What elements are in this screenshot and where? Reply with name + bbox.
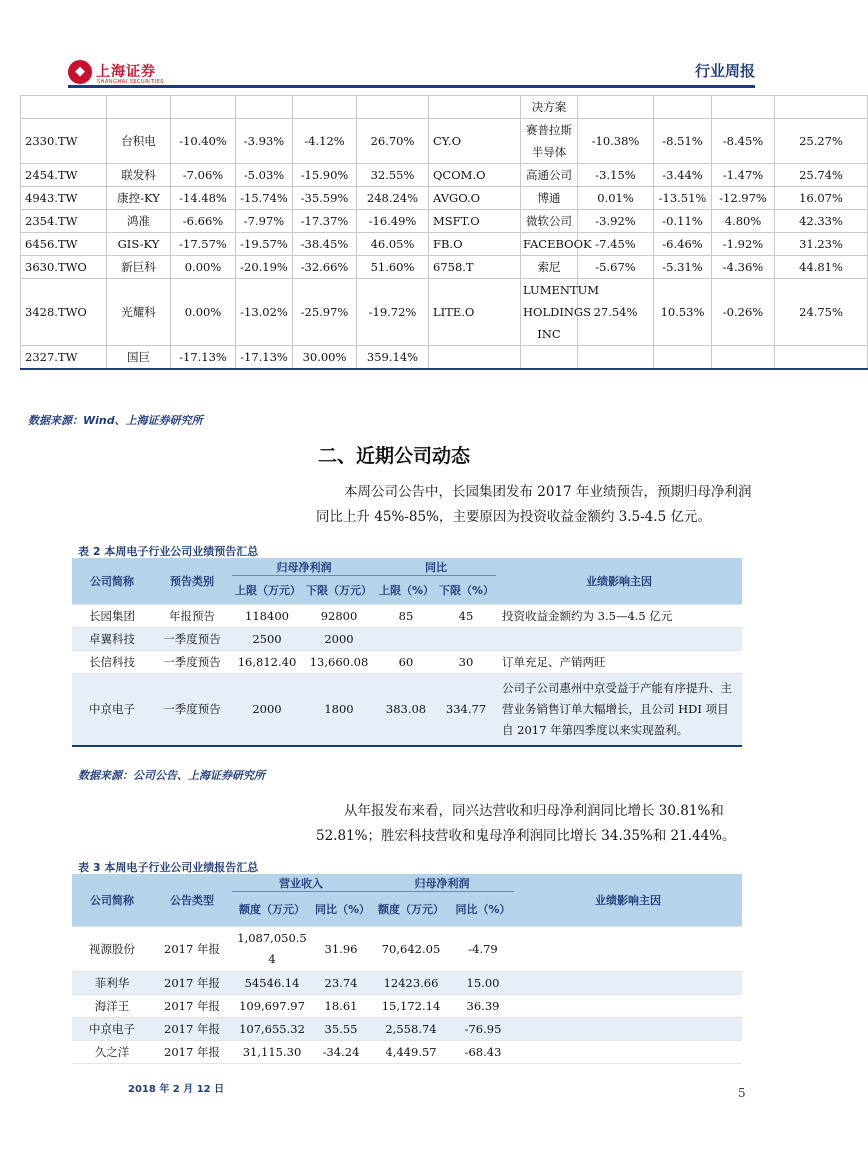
value4-cell: -16.49% [357,210,429,233]
table2-caption: 表 2 本周电子行业公司业绩预告汇总 [78,545,259,558]
yoy-upper-cell [376,628,436,651]
value3-cell [293,96,357,119]
value8-cell [775,96,868,119]
company-name-cell: 中京电子 [72,1018,152,1041]
value1-cell: 0.00% [171,256,236,279]
table-row [72,674,742,747]
code-b-cell [429,96,521,119]
net-profit-cell: 2,558.74 [370,1018,452,1041]
name-a-cell [107,96,171,119]
code-a-cell: 6456.TW [21,233,107,256]
value6-cell [654,346,712,370]
value4-cell: 32.55% [357,164,429,187]
value7-cell: -12.97% [712,187,775,210]
reason-cell [514,1018,742,1041]
forecast-type-cell: 一季度预告 [152,674,232,747]
value1-cell: -10.40% [171,119,236,164]
value7-cell: -4.36% [712,256,775,279]
profit-lower-cell: 92800 [302,605,376,628]
profit-upper-cell: 16,812.40 [232,651,302,674]
company-logo [68,60,168,88]
value4-cell: -19.72% [357,279,429,346]
logo-mark-icon: ◆ [68,60,92,84]
yoy-lower-cell: 334.77 [436,674,496,747]
name-b-cell: 微软公司 [521,210,578,233]
name-a-cell: GIS-KY [107,233,171,256]
net-profit-cell: 12423.66 [370,972,452,995]
t3-header-name: 公司简称 [72,874,152,927]
value6-cell: -3.44% [654,164,712,187]
value8-cell: 24.75% [775,279,868,346]
table-row [72,651,742,674]
value6-cell: -8.51% [654,119,712,164]
report-type-cell: 2017 年报 [152,972,232,995]
net-profit-cell: 70,642.05 [370,927,452,972]
value6-cell: 10.53% [654,279,712,346]
t3-header-yoy2: 同比（%） [452,892,514,927]
table3-caption: 表 3 本周电子行业公司业绩报告汇总 [78,861,259,874]
t3-header-amount2: 额度（万元） [370,892,452,927]
value1-cell [171,96,236,119]
value7-cell: 4.80% [712,210,775,233]
t2-header-yoy-group: 同比 [376,558,496,576]
paragraph-annual-reports [316,799,756,849]
t2-header-type: 预告类别 [152,558,232,605]
value3-cell: -4.12% [293,119,357,164]
name-a-cell: 光耀科 [107,279,171,346]
company-name-cell: 视源股份 [72,927,152,972]
net-profit-yoy-cell: -68.43 [452,1041,514,1064]
revenue-cell: 1,087,050.54 [232,927,312,972]
value5-cell: -7.45% [578,233,654,256]
value7-cell [712,346,775,370]
table-row [72,628,742,651]
table-row [21,187,868,210]
net-profit-yoy-cell: 36.39 [452,995,514,1018]
revenue-yoy-cell: 35.55 [312,1018,370,1041]
value2-cell: -17.13% [236,346,293,370]
revenue-cell: 109,697.97 [232,995,312,1018]
value4-cell: 248.24% [357,187,429,210]
t3-header-amount1: 额度（万元） [232,892,312,927]
revenue-cell: 54546.14 [232,972,312,995]
value2-cell: -5.03% [236,164,293,187]
yoy-upper-cell: 383.08 [376,674,436,747]
paragraph1-text: 本周公司公告中，长园集团发布 2017 年业绩预告，预期归母净利润同比上升 45%-85%，主要原因为投资收益金额约 3.5-4.5 亿元。 [316,484,752,525]
yoy-lower-cell: 30 [436,651,496,674]
value8-cell: 16.07% [775,187,868,210]
t3-header-reason: 业绩影响主因 [514,874,742,927]
name-b-cell [521,346,578,370]
t3-header-profit-group: 归母净利润 [370,874,514,892]
code-a-cell: 2454.TW [21,164,107,187]
name-b-cell: 博通 [521,187,578,210]
table-row [72,927,742,972]
reason-cell [496,628,742,651]
value5-cell: -3.15% [578,164,654,187]
forecast-type-cell: 一季度预告 [152,628,232,651]
value7-cell: -0.26% [712,279,775,346]
value7-cell: -1.47% [712,164,775,187]
value3-cell: -32.66% [293,256,357,279]
name-b-cell: LUMENTUM HOLDINGS INC [521,279,578,346]
table-row [72,1041,742,1064]
code-b-cell [429,346,521,370]
paragraph-earnings-forecast [316,480,756,530]
value4-cell [357,96,429,119]
value6-cell: -13.51% [654,187,712,210]
value1-cell: 0.00% [171,279,236,346]
t2-header-name: 公司简称 [72,558,152,605]
table-row [72,605,742,628]
code-b-cell: MSFT.O [429,210,521,233]
value6-cell: -0.11% [654,210,712,233]
name-a-cell: 联发科 [107,164,171,187]
value4-cell: 46.05% [357,233,429,256]
value8-cell: 42.33% [775,210,868,233]
company-name-cell: 卓翼科技 [72,628,152,651]
company-name-cell: 菲利华 [72,972,152,995]
value6-cell [654,96,712,119]
name-b-cell: FACEBOOK [521,233,578,256]
name-b-cell: 决方案 [521,96,578,119]
name-b-cell: 高通公司 [521,164,578,187]
table-row [21,233,868,256]
table-row [72,972,742,995]
code-b-cell: 6758.T [429,256,521,279]
revenue-yoy-cell: 23.74 [312,972,370,995]
value1-cell: -6.66% [171,210,236,233]
value3-cell: -38.45% [293,233,357,256]
yoy-upper-cell: 60 [376,651,436,674]
value5-cell: -3.92% [578,210,654,233]
code-b-cell: CY.O [429,119,521,164]
paragraph2-text: 从年报发布来看，同兴达营收和归母净利润同比增长 30.81%和 52.81%；胜宏科技营收和鬼母净利润同比增长 34.35%和 21.44%。 [316,803,736,844]
table-row [21,164,868,187]
value1-cell: -7.06% [171,164,236,187]
t3-header-yoy1: 同比（%） [312,892,370,927]
company-name-cell: 海洋王 [72,995,152,1018]
name-b-cell: 索尼 [521,256,578,279]
footer-date: 2018 年 2 月 12 日 [128,1084,225,1095]
net-profit-yoy-cell: -76.95 [452,1018,514,1041]
revenue-yoy-cell: -34.24 [312,1041,370,1064]
name-a-cell: 台积电 [107,119,171,164]
code-a-cell [21,96,107,119]
table2-source-note: 数据来源：公司公告、上海证券研究所 [78,769,265,782]
value8-cell: 44.81% [775,256,868,279]
table-row [21,256,868,279]
yoy-upper-cell: 85 [376,605,436,628]
company-name-cell: 中京电子 [72,674,152,747]
value3-cell: 30.00% [293,346,357,370]
net-profit-cell: 4,449.57 [370,1041,452,1064]
code-a-cell: 4943.TW [21,187,107,210]
profit-lower-cell: 13,660.08 [302,651,376,674]
revenue-yoy-cell: 31.96 [312,927,370,972]
value7-cell: -8.45% [712,119,775,164]
report-type-cell: 2017 年报 [152,1018,232,1041]
table-row [21,96,868,119]
value8-cell: 25.27% [775,119,868,164]
header-divider [68,85,755,88]
t3-header-type: 公告类型 [152,874,232,927]
table-row [21,119,868,164]
value5-cell: 27.54% [578,279,654,346]
profit-upper-cell: 2000 [232,674,302,747]
company-name-cell: 长信科技 [72,651,152,674]
reason-cell: 订单充足、产销两旺 [496,651,742,674]
value6-cell: -6.46% [654,233,712,256]
t2-header-profit-group: 归母净利润 [232,558,376,576]
value2-cell: -15.74% [236,187,293,210]
code-b-cell: QCOM.O [429,164,521,187]
yoy-lower-cell [436,628,496,651]
value5-cell: -10.38% [578,119,654,164]
report-type-cell: 2017 年报 [152,995,232,1018]
code-b-cell: LITE.O [429,279,521,346]
reason-cell [514,995,742,1018]
revenue-cell: 107,655.32 [232,1018,312,1041]
t2-header-lower: 下限（万元） [302,576,376,605]
logo-text-cn: 上海证券 [96,64,156,80]
t2-header-upper: 上限（万元） [232,576,302,605]
value7-cell [712,96,775,119]
table-row [21,346,868,370]
value3-cell: -25.97% [293,279,357,346]
value6-cell: -5.31% [654,256,712,279]
value8-cell: 31.23% [775,233,868,256]
code-a-cell: 2327.TW [21,346,107,370]
name-a-cell: 康控-KY [107,187,171,210]
code-a-cell: 3630.TWO [21,256,107,279]
code-a-cell: 3428.TWO [21,279,107,346]
reason-cell [514,1041,742,1064]
value8-cell [775,346,868,370]
table-row [72,995,742,1018]
value7-cell: -1.92% [712,233,775,256]
name-a-cell: 鸿准 [107,210,171,233]
company-name-cell: 长园集团 [72,605,152,628]
value8-cell: 25.74% [775,164,868,187]
code-b-cell: AVGO.O [429,187,521,210]
value3-cell: -35.59% [293,187,357,210]
report-type-title: 行业周报 [694,62,755,80]
profit-upper-cell: 118400 [232,605,302,628]
forecast-type-cell: 一季度预告 [152,651,232,674]
value2-cell: -13.02% [236,279,293,346]
value2-cell: -20.19% [236,256,293,279]
stock-performance-table [20,95,868,370]
profit-lower-cell: 2000 [302,628,376,651]
revenue-cell: 31,115.30 [232,1041,312,1064]
value4-cell: 26.70% [357,119,429,164]
value4-cell: 51.60% [357,256,429,279]
t2-header-yoy-upper: 上限（%） [376,576,436,605]
report-type-cell: 2017 年报 [152,1041,232,1064]
code-a-cell: 2330.TW [21,119,107,164]
name-b-cell: 赛普拉斯半导体 [521,119,578,164]
t3-header-revenue-group: 营业收入 [232,874,370,892]
value2-cell: -3.93% [236,119,293,164]
reason-cell [514,927,742,972]
code-b-cell: FB.O [429,233,521,256]
reason-cell: 公司子公司惠州中京受益于产能有序提升、主营业务销售订单大幅增长，且公司 HDI 项目自 2017 年第四季度以来实现盈利。 [496,674,742,747]
logo-text-en: SHANGHAI SECURITIES [97,79,165,85]
t2-header-yoy-lower: 下限（%） [436,576,496,605]
value2-cell [236,96,293,119]
value1-cell: -17.57% [171,233,236,256]
value4-cell: 359.14% [357,346,429,370]
earnings-forecast-table [72,558,742,747]
report-type-cell: 2017 年报 [152,927,232,972]
section-title: 二、近期公司动态 [318,445,471,467]
net-profit-yoy-cell: 15.00 [452,972,514,995]
table-row [21,279,868,346]
t2-header-reason: 业绩影响主因 [496,558,742,605]
revenue-yoy-cell: 18.61 [312,995,370,1018]
name-a-cell: 国巨 [107,346,171,370]
value5-cell [578,96,654,119]
value1-cell: -17.13% [171,346,236,370]
net-profit-cell: 15,172.14 [370,995,452,1018]
profit-lower-cell: 1800 [302,674,376,747]
page-number: 5 [738,1086,746,1100]
value3-cell: -17.37% [293,210,357,233]
profit-upper-cell: 2500 [232,628,302,651]
yoy-lower-cell: 45 [436,605,496,628]
value5-cell: -5.67% [578,256,654,279]
reason-cell [514,972,742,995]
reason-cell: 投资收益金额约为 3.5—4.5 亿元 [496,605,742,628]
company-name-cell: 久之洋 [72,1041,152,1064]
earnings-report-table [72,874,742,1064]
name-a-cell: 新巨科 [107,256,171,279]
value2-cell: -19.57% [236,233,293,256]
value1-cell: -14.48% [171,187,236,210]
value5-cell [578,346,654,370]
table1-source-note: 数据来源：Wind、上海证券研究所 [28,414,203,427]
value5-cell: 0.01% [578,187,654,210]
table-row [21,210,868,233]
value3-cell: -15.90% [293,164,357,187]
table-row [72,1018,742,1041]
code-a-cell: 2354.TW [21,210,107,233]
value2-cell: -7.97% [236,210,293,233]
forecast-type-cell: 年报预告 [152,605,232,628]
net-profit-yoy-cell: -4.79 [452,927,514,972]
